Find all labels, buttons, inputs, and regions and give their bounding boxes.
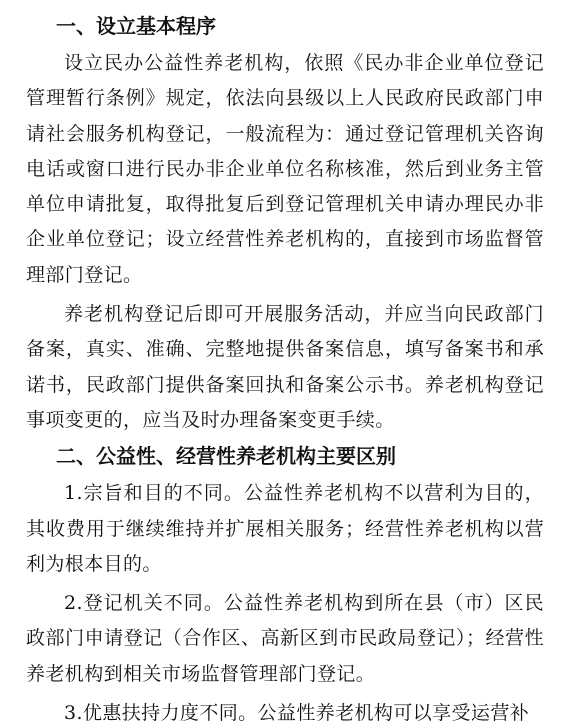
- section-heading-basic-procedure: 一、设立基本程序: [56, 14, 216, 38]
- paragraph-difference-registration-authority: 2.登记机关不同。公益性养老机构到所在县（市）区民政部门申请登记（合作区、高新区到市民政局登记）；经营性养老机构到相关市场监督管理部门登记。: [26, 592, 544, 685]
- paragraph-difference-purpose: 1.宗旨和目的不同。公益性养老机构不以营利为目的，其收费用于继续维持并扩展相关服务；经营性养老机构以营利为根本目的。: [26, 482, 544, 575]
- section-heading-main-differences: 二、公益性、经营性养老机构主要区别: [56, 444, 396, 469]
- paragraph-difference-support: 3.优惠扶持力度不同。公益性养老机构可以享受运营补: [64, 702, 530, 722]
- paragraph-registration-process: 设立民办公益性养老机构，依照《民办非企业单位登记管理暂行条例》规定，依法向县级以上人民政府民政部门申请社会服务机构登记，一般流程为：通过登记管理机关咨询电话或窗口进行民办非企业单位名称核准，然后到业务主管单位申请批复，取得批复后到登记管理机关申请办理民办非企业单位登记；设立经营性养老机构的，直接到市场监督管理部门登记。: [26, 52, 544, 286]
- paragraph-filing: 养老机构登记后即可开展服务活动，并应当向民政部门备案，真实、准确、完整地提供备案信息，填写备案书和承诺书，民政部门提供备案回执和备案公示书。养老机构登记事项变更的，应当及时办理备案变更手续。: [26, 303, 544, 431]
